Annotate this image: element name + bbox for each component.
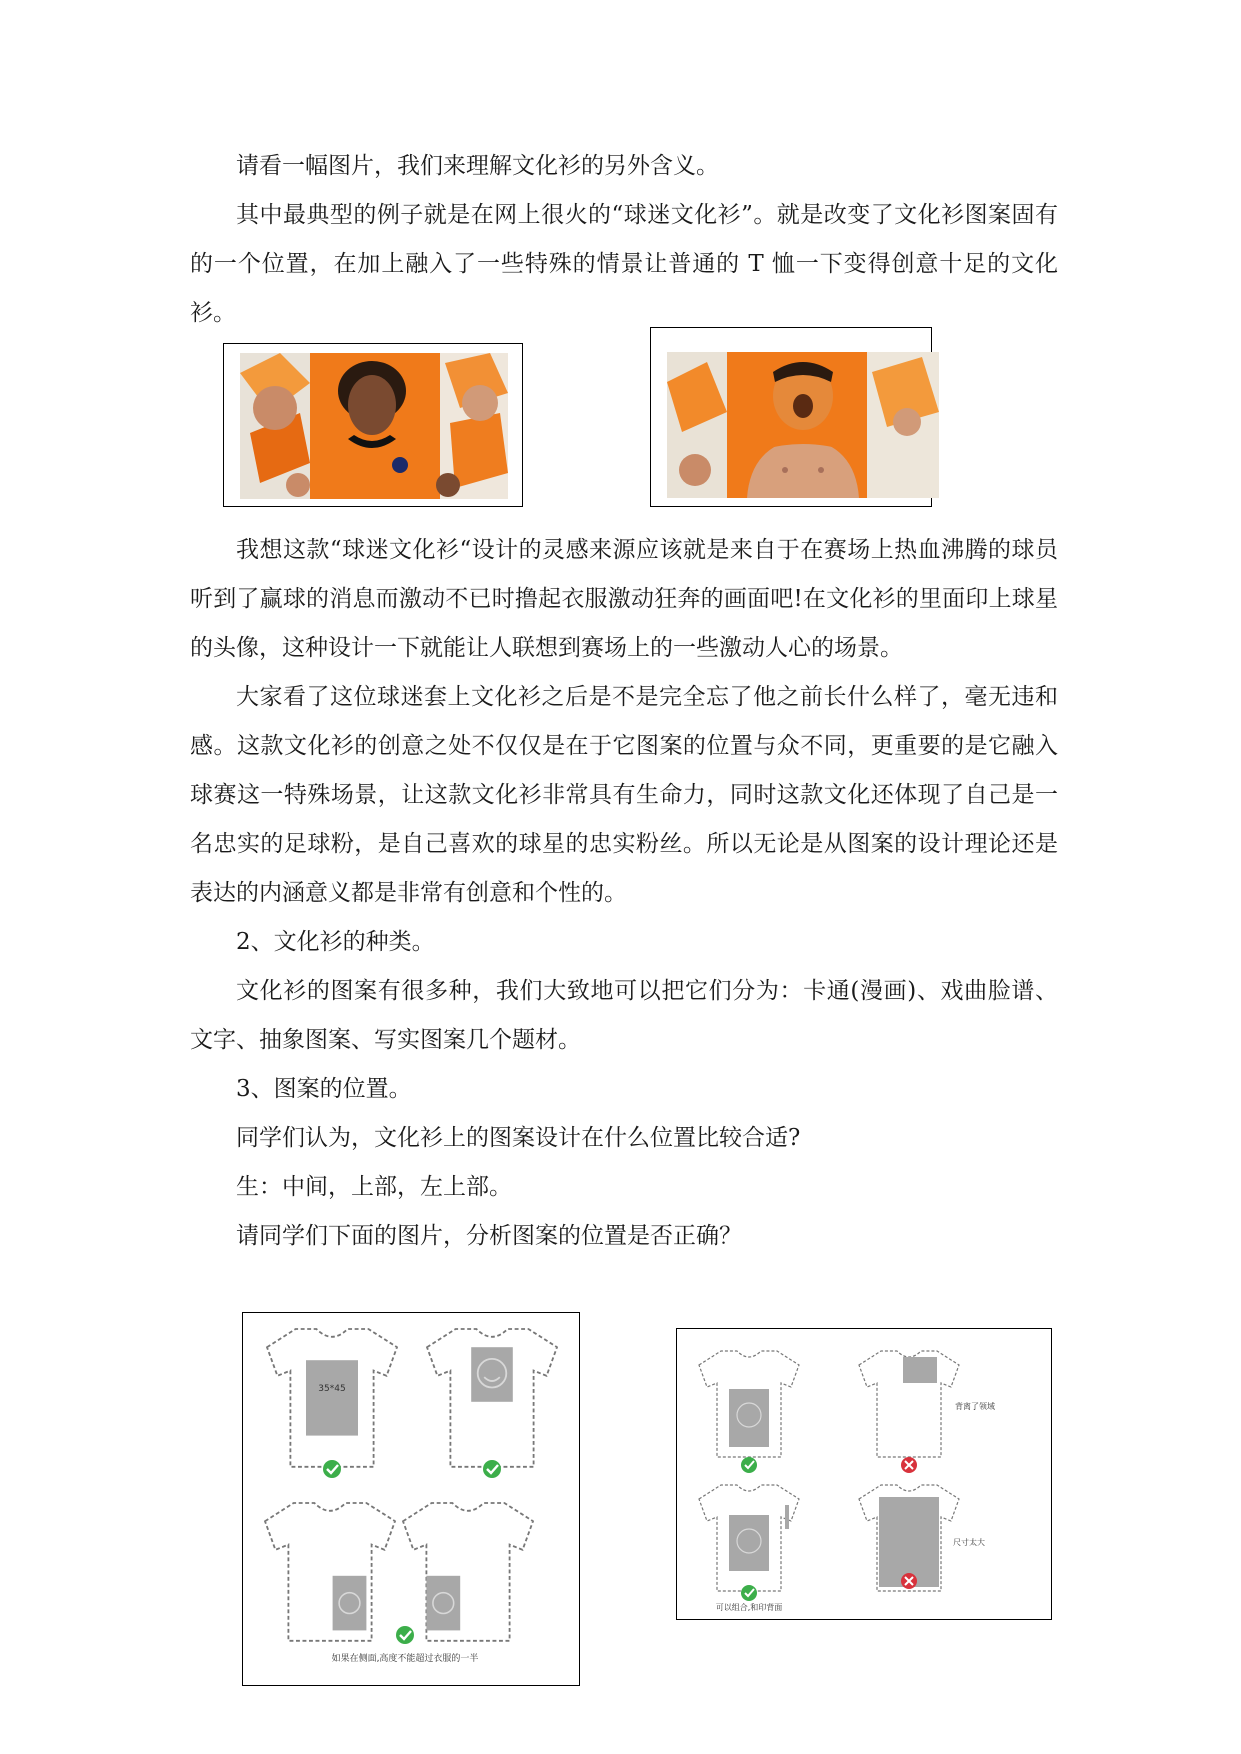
tshirt-c [699, 1485, 799, 1591]
tshirt-1 [267, 1329, 397, 1467]
tshirt-diagram-left [243, 1313, 581, 1687]
paragraph-intro: 请看一幅图片，我们来理解文化衫的另外含义。 [236, 153, 719, 179]
paragraph-analysis-prompt: 请同学们下面的图片，分析图案的位置是否正确？ [236, 1223, 742, 1249]
heading-shirt-types: 2、文化衫的种类。 [236, 929, 435, 955]
text-section-top [190, 142, 1058, 338]
tshirt-1-size-label: 35*45 [318, 1384, 346, 1394]
cross-icon [901, 1573, 917, 1589]
tshirt-a [699, 1351, 799, 1457]
diagram-correct-positions [242, 1312, 580, 1686]
fan-photo-image [240, 353, 508, 499]
diagram-right-caption: 可以组合,和印背面 [715, 1603, 783, 1612]
cross-icon [901, 1457, 917, 1473]
check-icon [741, 1457, 757, 1473]
paragraph-fan-shirt: 其中最典型的例子就是在网上很火的“球迷文化衫”。就是改变了文化衫图案固有的一个位置，在加上融入了一些特殊的情景让普通的 T 恤一下变得创意十足的文化衫。 [190, 202, 1058, 326]
fan-celebration-photo-image [667, 352, 939, 498]
diagram-position-examples [676, 1328, 1052, 1620]
tshirt-4 [403, 1503, 533, 1641]
tshirt-3 [265, 1503, 395, 1641]
paragraph-student-answer: 生：中间，上部，左上部。 [236, 1174, 512, 1200]
paragraph-question: 同学们认为，文化衫上的图案设计在什么位置比较合适? [236, 1125, 801, 1151]
check-icon [396, 1626, 414, 1644]
tshirt-diagram-right [677, 1329, 1053, 1621]
photo-fan-wearing-shirt [223, 343, 523, 507]
tshirt-b [859, 1351, 959, 1457]
paragraph-shirt-types: 文化衫的图案有很多种，我们大致地可以把它们分为：卡通(漫画)、戏曲脸谱、文字、抽象图案、写实图案几个题材。 [190, 978, 1058, 1053]
check-icon [323, 1460, 341, 1478]
tshirt-2 [427, 1329, 557, 1467]
photo-fan-shirt-pulled-up [650, 327, 932, 507]
check-icon [741, 1585, 757, 1601]
text-section-middle [190, 526, 1058, 1261]
paragraph-creativity: 大家看了这位球迷套上文化衫之后是不是完全忘了他之前长什么样了，毫无违和感。这款文化衫的创意之处不仅仅是在于它图案的位置与众不同，更重要的是它融入球赛这一特殊场景，让这款文化衫非常具有生命力，同时这款文化还体现了自己是一名忠实的足球粉，是自己喜欢的球星的忠实粉丝。所以无论是从图案的设计理论还是表达的内涵意义都是非常有创意和个性的。 [190, 684, 1058, 906]
check-icon [483, 1460, 501, 1478]
note-too-large: 尺寸太大 [953, 1538, 985, 1547]
paragraph-inspiration: 我想这款“球迷文化衫“设计的灵感来源应该就是来自于在赛场上热血沸腾的球员听到了赢球的消息而激动不已时撸起衣服激动狂奔的画面吧!在文化衫的里面印上球星的头像，这种设计一下就能让人联想到赛场上的一些激动人心的场景。 [190, 537, 1058, 661]
note-off-area: 背离了领域 [955, 1402, 995, 1411]
diagram-left-caption: 如果在侧面,高度不能超过衣服的一半 [331, 1654, 479, 1664]
heading-print-position: 3、图案的位置。 [236, 1076, 412, 1102]
